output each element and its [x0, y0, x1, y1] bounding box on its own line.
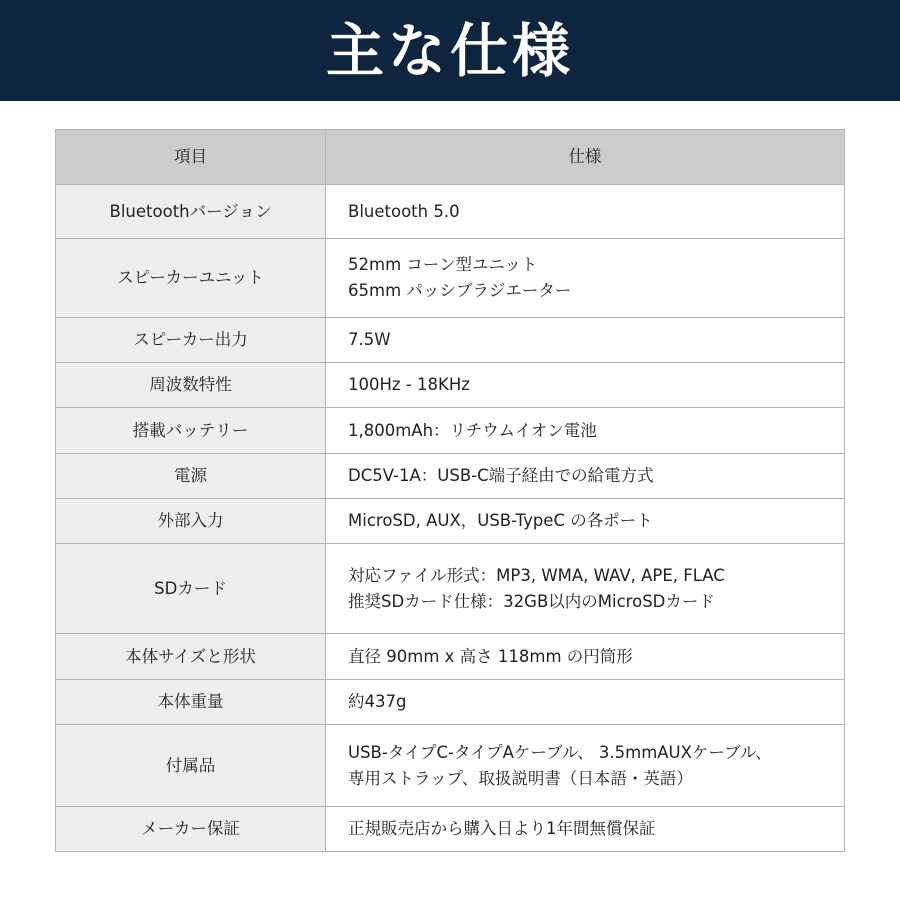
spec-value-line: 52mm コーン型ユニット	[348, 255, 538, 274]
table-row	[56, 544, 845, 634]
spec-value-line: 専用ストラップ、取扱説明書（日本語・英語）	[348, 768, 693, 788]
column-header-spec: 仕様	[326, 130, 845, 185]
spec-value	[326, 544, 845, 634]
table-row	[56, 185, 845, 239]
spec-value	[326, 680, 845, 725]
spec-value-line: 対応ファイル形式：MP3, WMA, WAV, APE, FLAC	[348, 565, 725, 585]
page-header	[0, 0, 900, 101]
spec-table	[55, 129, 845, 852]
spec-value-line: 推奨SDカード仕様：32GB以内のMicroSDカード	[348, 591, 715, 611]
spec-value	[326, 725, 845, 807]
page-title: 主な仕様	[325, 16, 574, 85]
spec-value-line: USB-タイプC-タイプAケーブル、 3.5mmAUXケーブル、	[348, 742, 772, 762]
spec-value	[326, 499, 845, 544]
table-row	[56, 725, 845, 807]
spec-label: 本体サイズと形状	[56, 634, 326, 680]
spec-label: 外部入力	[56, 499, 326, 544]
spec-label: 周波数特性	[56, 363, 326, 408]
spec-value-line: 約437g	[348, 692, 407, 711]
table-row	[56, 680, 845, 725]
spec-label: メーカー保証	[56, 807, 326, 852]
table-row	[56, 454, 845, 499]
table-row	[56, 634, 845, 680]
spec-value	[326, 185, 845, 239]
spec-value	[326, 408, 845, 454]
spec-value-line: 正規販売店から購入日より1年間無償保証	[348, 819, 656, 838]
spec-label: 本体重量	[56, 680, 326, 725]
table-row	[56, 363, 845, 408]
spec-value-line: Bluetooth 5.0	[348, 201, 460, 221]
spec-value-line: DC5V-1A：USB-C端子経由での給電方式	[348, 466, 654, 485]
spec-value	[326, 634, 845, 680]
spec-value	[326, 239, 845, 318]
table-row	[56, 499, 845, 544]
spec-label: 電源	[56, 454, 326, 499]
spec-label: 付属品	[56, 725, 326, 807]
spec-value	[326, 454, 845, 499]
table-row	[56, 807, 845, 852]
table-header-row	[56, 130, 845, 185]
spec-value-line: MicroSD, AUX，USB-TypeC の各ポート	[348, 511, 653, 530]
spec-label: SDカード	[56, 544, 326, 634]
spec-value-line: 7.5W	[348, 330, 391, 349]
spec-value-line: 65mm パッシブラジエーター	[348, 281, 572, 300]
spec-value	[326, 318, 845, 363]
spec-value-line: 直径 90mm x 高さ 118mm の円筒形	[348, 646, 633, 666]
spec-label: スピーカーユニット	[56, 239, 326, 318]
column-header-item: 項目	[56, 130, 326, 185]
spec-value	[326, 807, 845, 852]
spec-value	[326, 363, 845, 408]
spec-table-body	[56, 185, 845, 852]
table-row	[56, 318, 845, 363]
spec-value-line: 100Hz - 18KHz	[348, 375, 470, 394]
table-row	[56, 239, 845, 318]
spec-label: Bluetoothバージョン	[56, 185, 326, 239]
spec-value-line: 1,800mAh：リチウムイオン電池	[348, 420, 597, 440]
spec-label: スピーカー出力	[56, 318, 326, 363]
table-row	[56, 408, 845, 454]
spec-label: 搭載バッテリー	[56, 408, 326, 454]
